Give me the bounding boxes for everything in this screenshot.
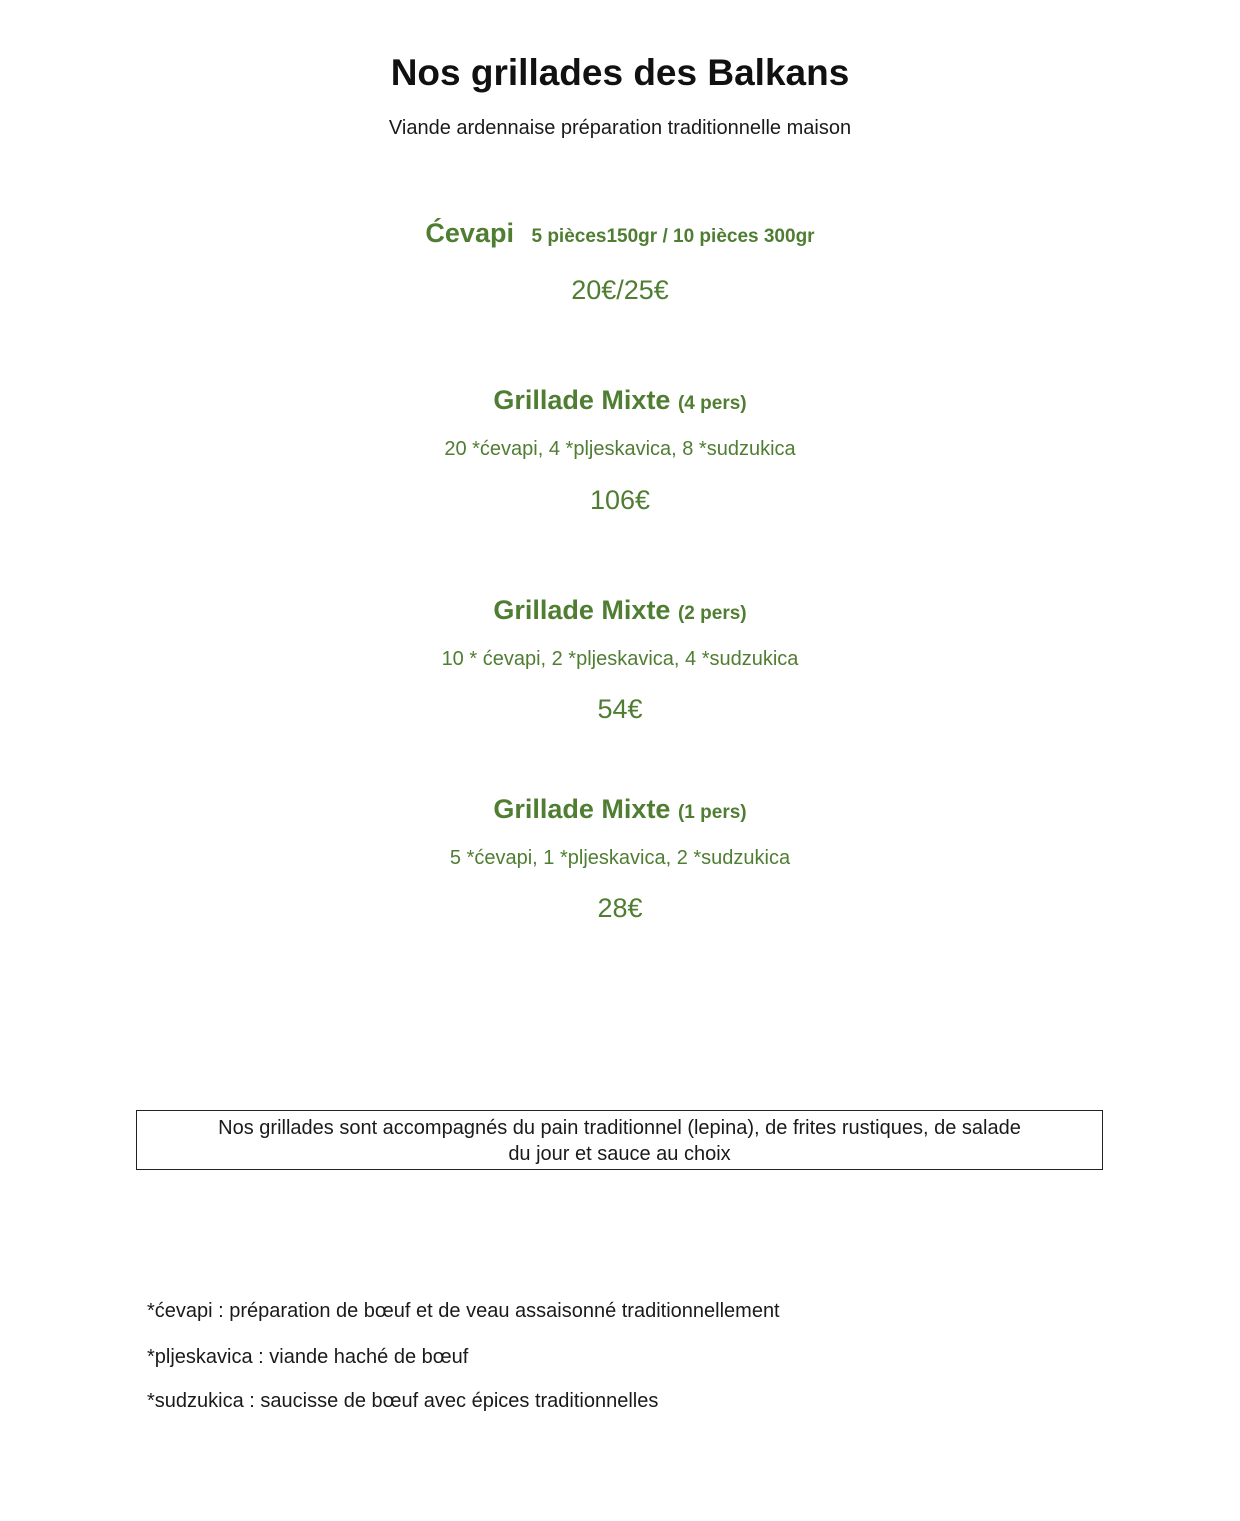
page-subtitle: Viande ardennaise préparation traditionnelle maison bbox=[388, 117, 852, 139]
menu-item-mixte-2-description: 10 * ćevapi, 2 *pljeskavica, 4 *sudzukica bbox=[441, 648, 799, 670]
glossary-sudzukica: *sudzukica : saucisse de bœuf avec épices traditionnelles bbox=[147, 1390, 659, 1412]
accompaniment-note-box bbox=[136, 1110, 1103, 1170]
menu-item-mixte-2-name bbox=[0, 595, 1240, 626]
dish-quantity: (2 pers) bbox=[677, 603, 747, 624]
menu-item-mixte-2-price: 54€ bbox=[597, 694, 643, 724]
note-line-2: du jour et sauce au choix bbox=[508, 1143, 731, 1165]
dish-quantity: 5 pièces150gr / 10 pièces 300gr bbox=[531, 226, 815, 247]
page-title: Nos grillades des Balkans bbox=[390, 52, 850, 93]
note-line-1: Nos grillades sont accompagnés du pain traditionnel (lepina), de frites rustiques, de salade bbox=[218, 1117, 1021, 1139]
dish-name: Ćevapi bbox=[425, 218, 514, 248]
menu-item-mixte-4-description: 20 *ćevapi, 4 *pljeskavica, 8 *sudzukica bbox=[444, 438, 796, 460]
menu-item-mixte-4-price: 106€ bbox=[589, 485, 651, 515]
menu-item-cevapi-price: 20€/25€ bbox=[571, 275, 669, 305]
dish-name: Grillade Mixte bbox=[493, 595, 671, 625]
glossary-cevapi: *ćevapi : préparation de bœuf et de veau assaisonné traditionnellement bbox=[147, 1300, 780, 1322]
dish-quantity: (4 pers) bbox=[677, 393, 747, 414]
dish-name: Grillade Mixte bbox=[493, 385, 671, 415]
menu-item-mixte-1-name bbox=[0, 794, 1240, 825]
menu-item-mixte-4-name bbox=[0, 385, 1240, 416]
menu-item-mixte-1-price: 28€ bbox=[597, 893, 643, 923]
dish-name: Grillade Mixte bbox=[493, 794, 671, 824]
dish-quantity: (1 pers) bbox=[677, 802, 747, 823]
menu-item-cevapi-name bbox=[0, 218, 1240, 249]
glossary-pljeskavica: *pljeskavica : viande haché de bœuf bbox=[147, 1346, 469, 1368]
menu-item-mixte-1-description: 5 *ćevapi, 1 *pljeskavica, 2 *sudzukica bbox=[449, 847, 791, 869]
